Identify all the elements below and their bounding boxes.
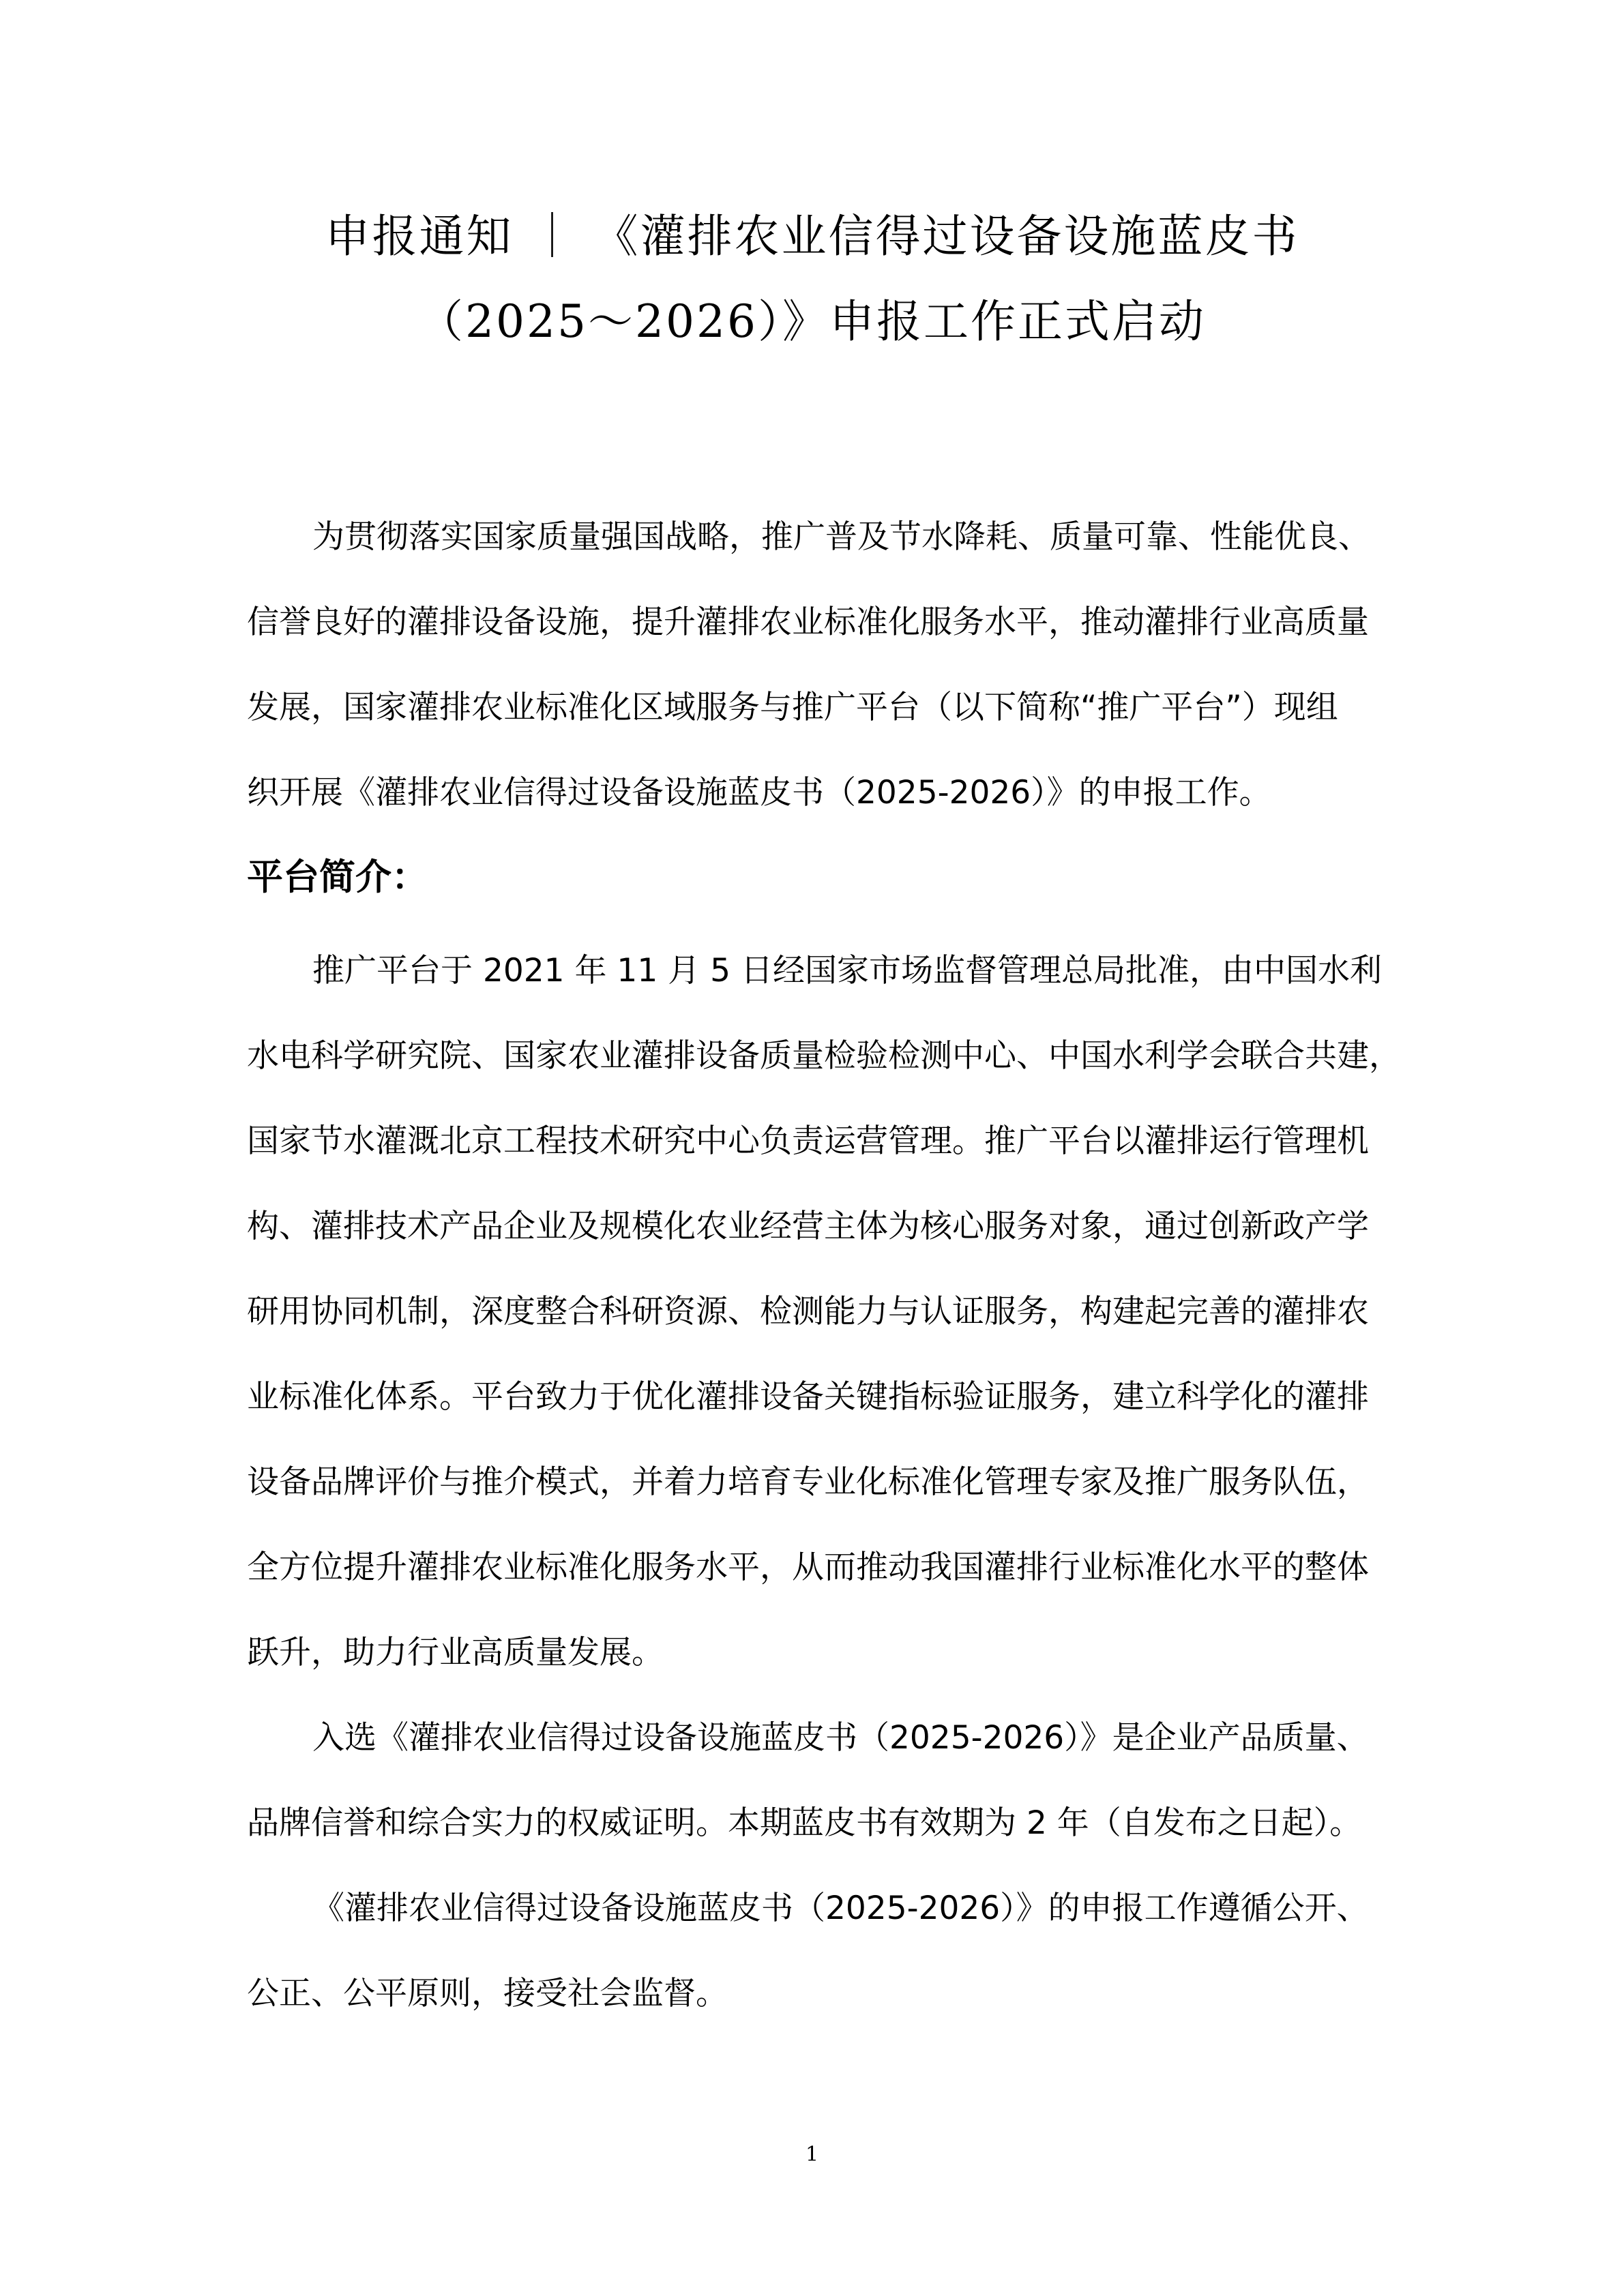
paragraph2-line-1: 入选《灌排农业信得过设备设施蓝皮书（2025-2026）》是企业产品质量、 [312,1719,1369,1757]
section-heading: 平台简介： [247,856,428,898]
page-number: 1 [805,2143,819,2166]
intro-line-3: 发展，国家灌排农业标准化区域服务与推广平台（以下简称“推广平台”）现组 [247,689,1338,726]
intro-line-4: 织开展《灌排农业信得过设备设施蓝皮书（2025-2026）》的申报工作。 [247,774,1271,811]
document-title-line-1: 申报通知 ｜ 《灌排农业信得过设备设施蓝皮书 [325,210,1299,263]
paragraph1-line-1: 推广平台于 2021 年 11 月 5 日经国家市场监督管理总局批准，由中国水利 [312,952,1382,989]
paragraph3-line-2: 公正、公平原则，接受社会监督。 [247,1975,728,2012]
paragraph1-line-6: 业标准化体系。平台致力于优化灌排设备关键指标验证服务，建立科学化的灌排 [247,1378,1369,1416]
paragraph1-line-9: 跃升，助力行业高质量发展。 [247,1634,664,1671]
paragraph3-line-1: 《灌排农业信得过设备设施蓝皮书（2025-2026）》的申报工作遵循公开、 [312,1890,1369,1927]
intro-line-2: 信誉良好的灌排设备设施，提升灌排农业标准化服务水平，推动灌排行业高质量 [247,603,1369,641]
paragraph1-line-5: 研用协同机制，深度整合科研资源、检测能力与认证服务，构建起完善的灌排农 [247,1293,1369,1330]
paragraph1-line-7: 设备品牌评价与推介模式，并着力培育专业化标准化管理专家及推广服务队伍， [247,1463,1369,1501]
paragraph1-line-4: 构、灌排技术产品企业及规模化农业经营主体为核心服务对象，通过创新政产学 [247,1208,1369,1245]
paragraph1-line-8: 全方位提升灌排农业标准化服务水平，从而推动我国灌排行业标准化水平的整体 [247,1549,1369,1586]
paragraph1-line-3: 国家节水灌溉北京工程技术研究中心负责运营管理。推广平台以灌排运行管理机 [247,1122,1369,1160]
paragraph2-line-2: 品牌信誉和综合实力的权威证明。本期蓝皮书有效期为 2 年（自发布之日起）。 [247,1804,1362,1842]
document-title-line-2: （2025～2026）》申报工作正式启动 [418,295,1206,348]
intro-line-1: 为贯彻落实国家质量强国战略，推广普及节水降耗、质量可靠、性能优良、 [312,518,1370,556]
paragraph1-line-2: 水电科学研究院、国家农业灌排设备质量检验检测中心、中国水利学会联合共建， [247,1037,1401,1075]
